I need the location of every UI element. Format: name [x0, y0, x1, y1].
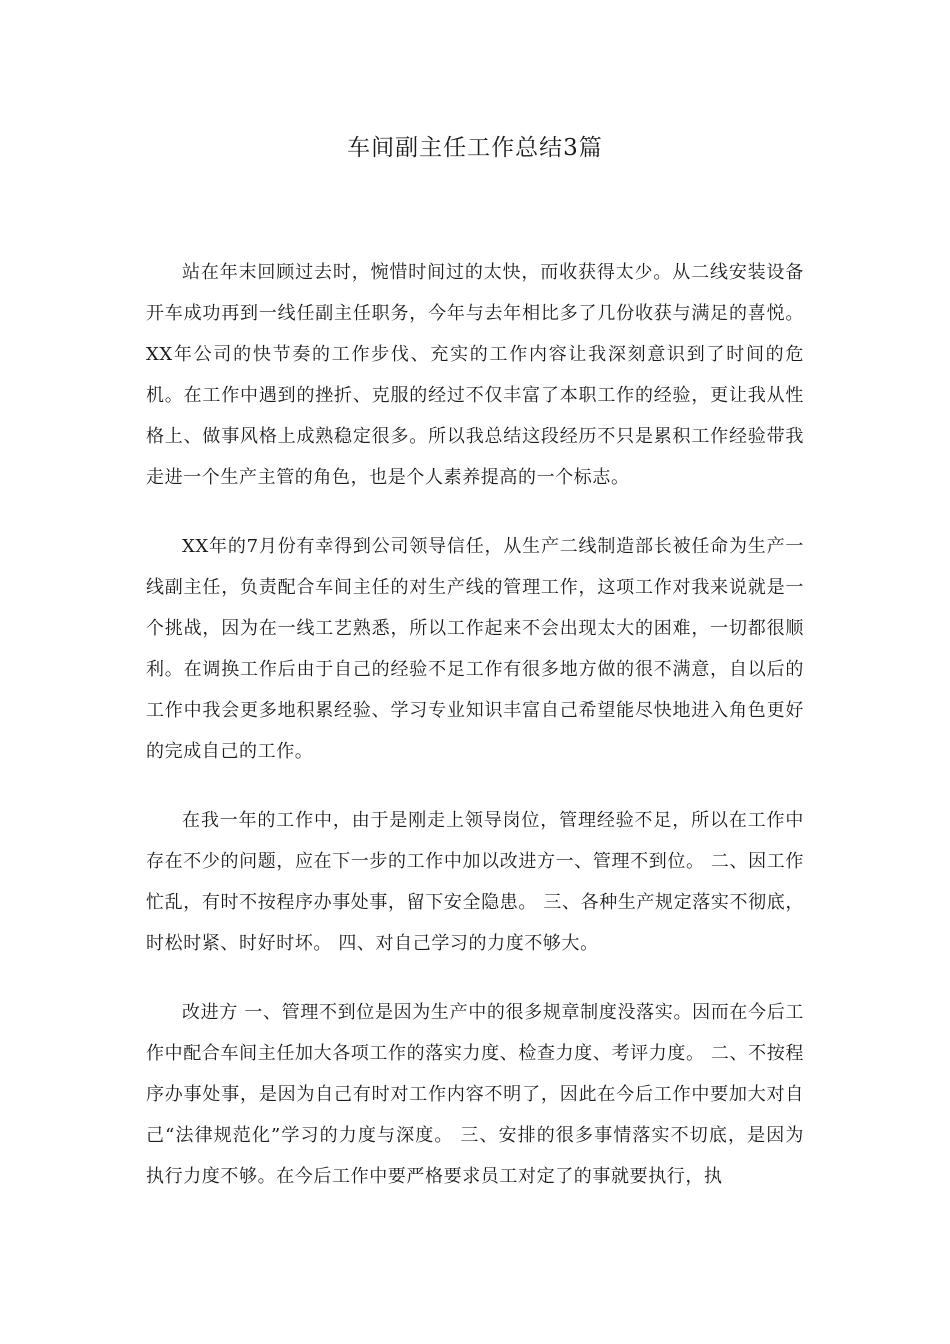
paragraph-2: XX年的7月份有幸得到公司领导信任，从生产二线制造部长被任命为生产一线副主任，负责配合车间主任的对生产线的管理工作，这项工作对我来说就是一个挑战，因为在一线工艺熟悉，所以工作起来不会出现太大的困难，一切都很顺利。在调换工作后由于自己的经验不足工作有很多地方做的很不满意，自以后的工作中我会更多地积累经验、学习专业知识丰富自己希望能尽快地进入角色更好的完成自己的工作。 — [146, 536, 804, 762]
paragraph-4: 改进方 一、管理不到位是因为生产中的很多规章制度没落实。因而在今后工作中配合车间主任加大各项工作的落实力度、检查力度、考评力度。 二、不按程序办事处事，是因为自己有时对工作内容不明了，因此在今后工作中要加大对自己“法律规范化”学习的力度与深度。 三、安排的很多事情落实不切底，是因为执行力度不够。在今后工作中要严格要求员工对定了的事就要执行，执 — [146, 1002, 804, 1187]
paragraph-1: 站在年末回顾过去时，惋惜时间过的太快，而收获得太少。从二线安装设备开车成功再到一线任副主任职务，今年与去年相比多了几份收获与满足的喜悦。XX年公司的快节奏的工作步伐、充实的工作内容让我深刻意识到了时间的危机。在工作中遇到的挫折、克服的经过不仅丰富了本职工作的经验，更让我从性格上、做事风格上成熟稳定很多。所以我总结这段经历不只是累积工作经验带我走进一个生产主管的角色，也是个人素养提高的一个标志。 — [146, 262, 804, 488]
paragraph-3: 在我一年的工作中，由于是刚走上领导岗位，管理经验不足，所以在工作中存在不少的问题，应在下一步的工作中加以改进方一、管理不到位。 二、因工作忙乱，有时不按程序办事处事，留下安全隐患。 三、各种生产规定落实不彻底，时松时紧、时好时坏。 四、对自己学习的力度不够大。 — [146, 810, 804, 954]
document-body — [146, 252, 804, 1225]
document-title: 车间副主任工作总结3篇 — [347, 135, 603, 161]
